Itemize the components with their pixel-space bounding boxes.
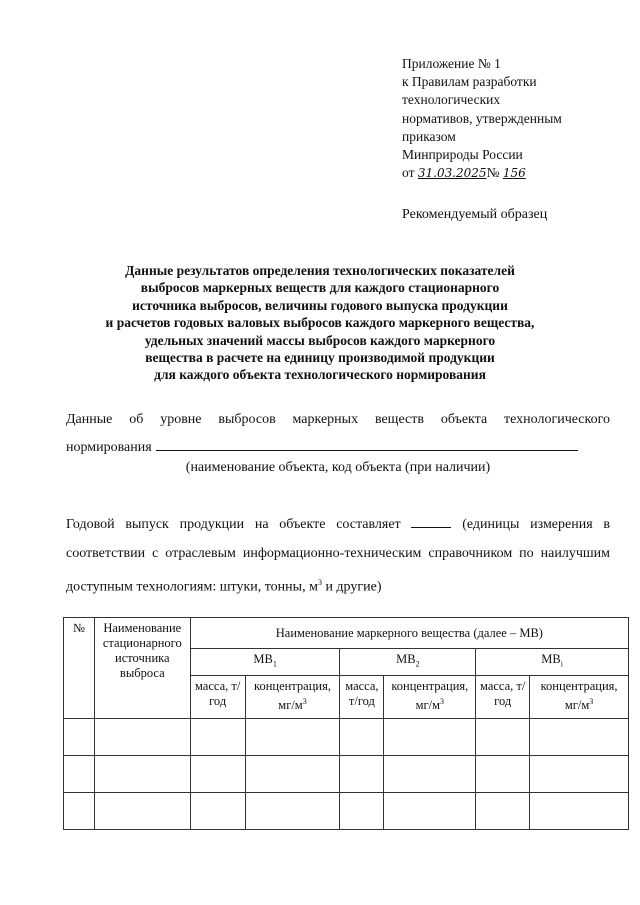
- table-cell[interactable]: [340, 792, 384, 829]
- title-line: вещества в расчете на единицу производимой продукции: [145, 350, 495, 366]
- object-name-caption: (наименование объекта, код объекта (при наличии): [185, 460, 491, 475]
- para-emission-level-end: нормирования: [66, 440, 152, 455]
- table-cell[interactable]: [340, 755, 384, 792]
- table-cell[interactable]: [530, 718, 629, 755]
- table-body: [64, 718, 629, 829]
- annual-output-field[interactable]: [411, 513, 451, 528]
- mass-header: масса, т/год: [340, 675, 384, 718]
- para2-text-b: (единицы измерения в соответствии с отраслевым информационно-техническим справочником по наилучшим доступным технологиям: штуки, тонны, м: [66, 517, 611, 595]
- annex-block: [402, 55, 622, 182]
- table-row: [64, 792, 629, 829]
- table-cell[interactable]: [245, 792, 340, 829]
- date-prefix: от: [402, 165, 415, 181]
- para2-text-a: Годовой выпуск продукции на объекте составляет: [66, 517, 401, 532]
- object-name-row: [66, 434, 578, 462]
- title-line: удельных значений массы выбросов каждого маркерного: [144, 332, 496, 348]
- annex-line: Минприроды России: [402, 147, 523, 163]
- col-number-header: №: [64, 618, 95, 719]
- title-line: Данные результатов определения технологических показателей: [125, 263, 515, 278]
- table-cell[interactable]: [476, 792, 530, 829]
- table-cell[interactable]: [530, 755, 629, 792]
- concentration-header: концентрация, $мг/м^3$: [530, 675, 629, 718]
- substance-header-i: $МВ_i$: [476, 649, 629, 676]
- table-cell[interactable]: [64, 755, 95, 792]
- table-cell[interactable]: [384, 792, 476, 829]
- table-cell[interactable]: [190, 755, 245, 792]
- table-cell[interactable]: [64, 718, 95, 755]
- title-line: для каждого объекта технологического нормирования: [154, 367, 486, 383]
- mass-header: масса, т/год: [476, 675, 530, 718]
- document-title: [60, 262, 580, 384]
- col-substance-group-header: Наименование маркерного вещества (далее – МВ): [190, 618, 628, 649]
- substance-header-1: $МВ_1$: [190, 649, 340, 676]
- table-cell[interactable]: [340, 718, 384, 755]
- table-row: [64, 718, 629, 755]
- mass-header: масса, т/год: [190, 675, 245, 718]
- para-emission-level: Данные об уровне выбросов маркерных веществ объекта технологического: [66, 412, 610, 427]
- table-cell[interactable]: [190, 792, 245, 829]
- table-row: [64, 755, 629, 792]
- annex-date-line: [402, 164, 622, 182]
- table-cell[interactable]: [476, 755, 530, 792]
- handwritten-number: 156: [502, 166, 526, 181]
- annex-line: приказом: [402, 128, 456, 144]
- table-cell[interactable]: [94, 718, 190, 755]
- concentration-header: концентрация, $мг/м^3$: [245, 675, 340, 718]
- emissions-table: [63, 617, 629, 830]
- annex-line: технологических: [402, 92, 501, 108]
- table-cell[interactable]: [94, 755, 190, 792]
- title-line: выбросов маркерных веществ для каждого стационарного: [140, 280, 500, 296]
- col-source-header: Наименование стационарного источника выброса: [94, 618, 190, 719]
- number-prefix: №: [486, 165, 500, 181]
- table-cell[interactable]: [64, 792, 95, 829]
- table-cell[interactable]: [94, 792, 190, 829]
- title-line: источника выбросов, величины годового выпуска продукции: [132, 297, 508, 313]
- table-cell[interactable]: [384, 718, 476, 755]
- object-name-field[interactable]: [156, 434, 578, 451]
- recommended-sample-label: Рекомендуемый образец: [402, 207, 548, 222]
- para2-text-c: и другие): [321, 579, 382, 595]
- table-cell[interactable]: [476, 718, 530, 755]
- concentration-header: концентрация, $мг/м^3$: [384, 675, 476, 718]
- substance-header-2: $МВ_2$: [340, 649, 476, 676]
- annex-line: к Правилам разработки: [402, 74, 537, 90]
- para2-sup: 3: [317, 578, 322, 587]
- table-cell[interactable]: [384, 755, 476, 792]
- annex-line: Приложение № 1: [402, 56, 501, 71]
- table-cell[interactable]: [190, 718, 245, 755]
- table-cell[interactable]: [245, 755, 340, 792]
- annex-line: нормативов, утвержденным: [402, 110, 562, 126]
- table-cell[interactable]: [245, 718, 340, 755]
- para-annual-output: [66, 510, 610, 602]
- handwritten-date: 31.03.2025: [417, 166, 487, 181]
- title-line: и расчетов годовых валовых выбросов каждого маркерного вещества,: [105, 315, 535, 331]
- table-cell[interactable]: [530, 792, 629, 829]
